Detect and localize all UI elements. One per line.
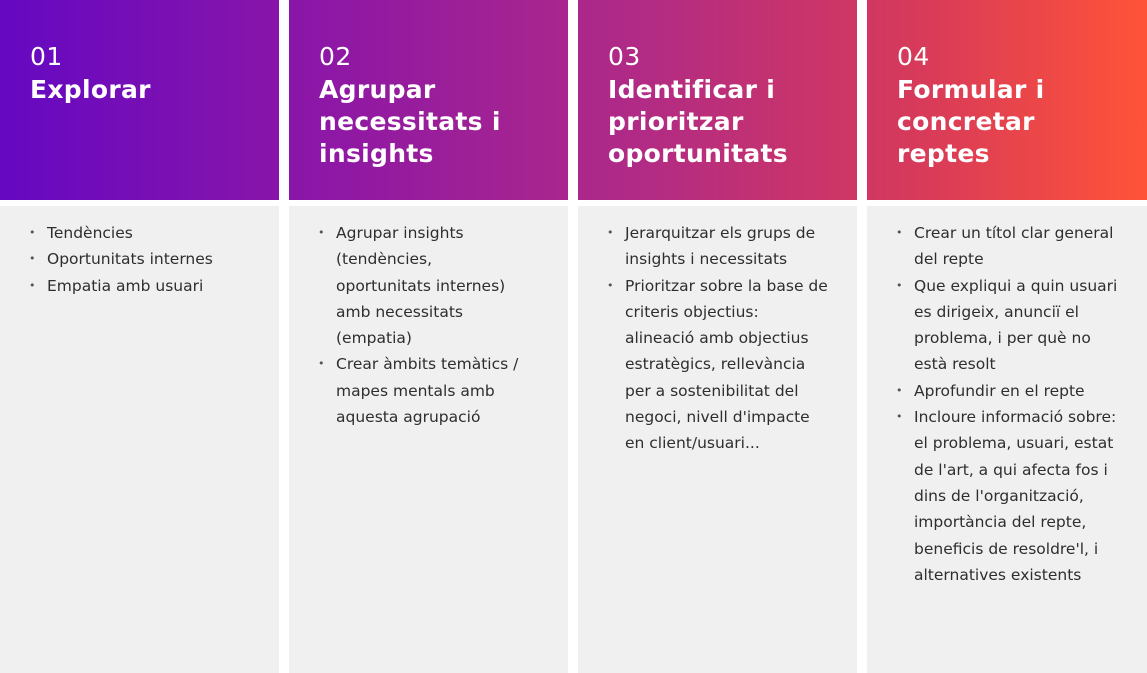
list-item: • Tendències [28,220,267,246]
stage-4-body [867,206,1147,673]
stage-3-list [606,220,828,457]
list-item: • Que expliqui a quin usuari es dirigeix, anunciï el problema, i per què no està resolt [895,273,1125,378]
column-divider [279,0,289,673]
stage-2-header [289,0,568,200]
stage-4-list [895,220,1125,588]
list-item: • Incloure informació sobre: el problema, usuari, estat de l'art, a qui afecta fos i dins de l'organització, importància del repte, beneficis de resoldre'l, i alternatives existents [895,404,1125,588]
stage-4-title: Formular i concretar reptes [897,75,1045,168]
stage-2-body [289,206,568,673]
column-divider [857,0,867,673]
list-item: • Oportunitats internes [28,246,267,272]
stage-4-header [867,0,1147,200]
stage-1-header [0,0,279,200]
stage-2-title: Agrupar necessitats i insights [319,75,501,168]
stage-3-header [578,0,857,200]
list-item: • Crear un títol clar general del repte [895,220,1125,273]
list-item: • Jerarquitzar els grups de insights i necessitats [606,220,828,273]
stage-4 [867,0,1147,673]
stage-3-number: 03 [608,42,641,71]
list-item: • Empatia amb usuari [28,273,267,299]
stage-1-list [28,220,267,299]
stage-3-body [578,206,857,673]
stage-4-number: 04 [897,42,930,71]
stage-2 [289,0,568,673]
list-item: • Aprofundir en el repte [895,378,1125,404]
list-item: • Prioritzar sobre la base de criteris objectius: alineació amb objectius estratègics, rellevància per a sostenibilitat del negoci, nivell d'impacte en client/usuari... [606,273,828,457]
stage-2-list [317,220,527,430]
list-item: • Crear àmbits temàtics / mapes mentals amb aquesta agrupació [317,351,527,430]
stage-1-body [0,206,279,673]
stage-1-title: Explorar [30,75,151,104]
stage-1-number: 01 [30,42,63,71]
column-divider [568,0,578,673]
list-item: • Agrupar insights (tendències, oportunitats internes) amb necessitats (empatia) [317,220,527,351]
stage-3 [578,0,857,673]
stage-2-number: 02 [319,42,352,71]
stage-1 [0,0,279,673]
stage-3-title: Identificar i prioritzar oportunitats [608,75,788,168]
